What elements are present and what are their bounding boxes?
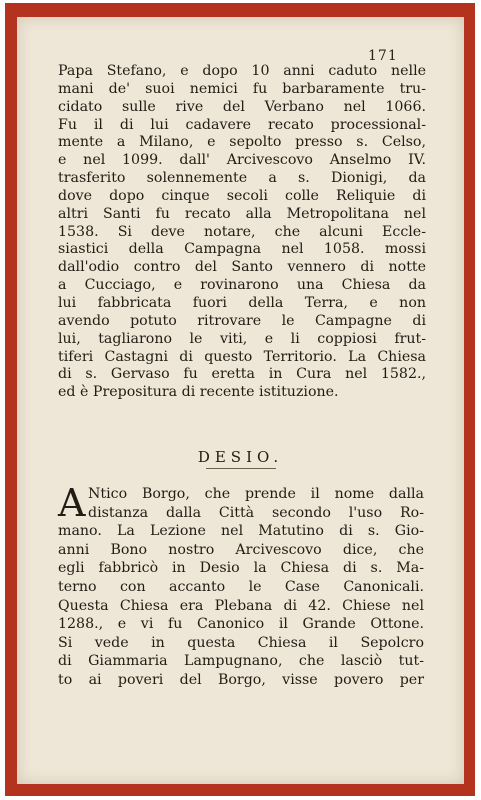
text-line: Questa Chiesa era Plebana di 42. Chiese nel bbox=[58, 597, 424, 614]
text-line: egli fabbricò in Desio la Chiesa di s. Ma- bbox=[58, 560, 424, 577]
text-line: mano. La Lezione nel Matutino di s. Gio- bbox=[58, 523, 424, 540]
section-heading-text: DESIO. bbox=[197, 448, 284, 466]
text-line: mani de' suoi nemici fu barbaramente tru- bbox=[58, 80, 426, 97]
section-heading bbox=[0, 448, 481, 469]
heading-underline bbox=[206, 468, 276, 469]
text-line: dove dopo cinque secoli colle Reliquie di bbox=[58, 187, 426, 204]
paragraph-desio bbox=[58, 481, 424, 690]
text-line: anni Bono nostro Arcivescovo dice, che bbox=[58, 541, 424, 558]
text-line: altri Santi fu recato alla Metropolitana nel bbox=[58, 205, 426, 222]
text-line: to ai poveri del Borgo, visse povero per bbox=[58, 671, 424, 688]
text-line: Papa Stefano, e dopo 10 anni caduto nelle bbox=[58, 63, 426, 79]
drop-cap: A bbox=[58, 481, 86, 525]
page-number: 171 bbox=[368, 48, 398, 64]
text-line: Si vede in questa Chiesa il Sepolcro bbox=[58, 634, 424, 651]
paragraph-continuation bbox=[58, 63, 426, 402]
text-line: cidato sulle rive del Verbano nel 1066. bbox=[58, 98, 426, 115]
text-line: 1288., e vi fu Canonico il Grande Ottone. bbox=[58, 616, 424, 633]
text-line: mente a Milano, e sepolto presso s. Celso, bbox=[58, 134, 426, 151]
text-line: 1538. Si deve notare, che alcuni Eccle- bbox=[58, 223, 426, 240]
text-line: lui fabbricata fuori della Terra, e non bbox=[58, 294, 426, 311]
text-line-last: ed è Prepositura di recente istituzione. bbox=[58, 384, 339, 401]
text-line: dall'odio contro del Santo vennero di notte bbox=[58, 259, 426, 276]
text-line: avendo potuto ritrovare le Campagne di bbox=[58, 312, 426, 329]
text-line: a Cucciago, e rovinarono una Chiesa da bbox=[58, 277, 426, 294]
text-line: Fu il di lui cadavere recato processional- bbox=[58, 116, 426, 133]
text-line: siastici della Campagna nel 1058. mossi bbox=[58, 241, 426, 258]
text-line: trasferito solennemente a s. Dionigi, da bbox=[58, 170, 426, 187]
text-line: Ntico Borgo, che prende il nome dalla bbox=[88, 486, 424, 502]
text-line: lui, tagliarono le viti, e li coppiosi frut- bbox=[58, 330, 426, 347]
text-line: tiferi Castagni di questo Territorio. La Chiesa bbox=[58, 348, 426, 365]
text-line: distanza dalla Città secondo l'uso Ro- bbox=[88, 504, 424, 521]
text-line: e nel 1099. dall' Arcivescovo Anselmo IV. bbox=[58, 152, 426, 169]
text-line: terno con accanto le Case Canonicali. bbox=[58, 578, 424, 595]
text-line: di Giammaria Lampugnano, che lasciò tut- bbox=[58, 653, 424, 670]
text-line: di s. Gervaso fu eretta in Cura nel 1582., bbox=[58, 366, 426, 383]
